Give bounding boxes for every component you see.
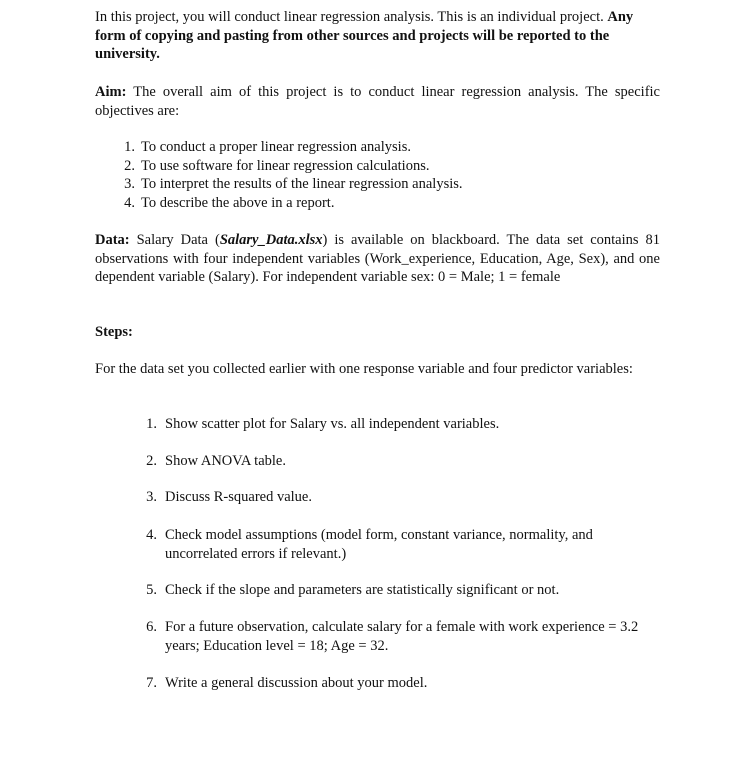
list-number: 4.	[124, 194, 135, 211]
aim-paragraph	[95, 83, 660, 120]
list-text: To interpret the results of the linear regression analysis.	[141, 176, 463, 192]
list-text: To describe the above in a report.	[141, 194, 335, 211]
list-number: 1.	[124, 139, 135, 155]
list-text: To conduct a proper linear regression analysis.	[141, 139, 411, 155]
step-text: Check model assumptions (model form, constant variance, normality, and uncorrelated errors if relevant.)	[165, 527, 593, 562]
step-item	[146, 415, 660, 434]
warning-text: Any form of copying and pasting from other sources and projects will be reported to the university.	[95, 9, 634, 62]
list-item	[124, 194, 661, 213]
step-item	[146, 488, 660, 507]
step-item	[146, 581, 660, 600]
objectives-list	[124, 138, 661, 212]
steps-heading	[95, 323, 660, 342]
step-text: Write a general discussion about your model.	[165, 675, 428, 691]
step-number: 2.	[146, 453, 157, 469]
aim-text: The overall aim of this project is to conduct linear regression analysis. The specific objectives are:	[95, 84, 660, 119]
list-item	[124, 138, 661, 157]
list-item	[124, 175, 661, 194]
step-item	[146, 526, 660, 563]
intro-paragraph	[95, 8, 660, 64]
data-paragraph	[95, 231, 660, 287]
step-number: 5.	[146, 582, 157, 598]
data-text-after: ) is available on blackboard. The data set contains 81 observations with four independent variables (Work_experience, Education, Age, Sex), and one dependent variable (Salary). For independent variable sex: 0 = Male; 1 = female	[95, 232, 661, 285]
step-number: 1.	[146, 416, 157, 432]
steps-intro: For the data set you collected earlier with one response variable and four predictor variables:	[95, 361, 633, 377]
step-item	[146, 674, 660, 693]
data-text-before: Salary Data (	[129, 232, 220, 248]
aim-label: Aim:	[95, 84, 127, 100]
step-text: Discuss R-squared value.	[165, 489, 312, 505]
intro-text: In this project, you will conduct linear regression analysis. This is an individual project.	[95, 9, 604, 25]
step-text: Check if the slope and parameters are statistically significant or not.	[165, 582, 560, 598]
list-number: 3.	[124, 176, 135, 192]
step-text: Show ANOVA table.	[165, 453, 286, 469]
step-number: 4.	[146, 527, 157, 543]
list-number: 2.	[124, 157, 135, 174]
step-number: 7.	[146, 675, 157, 691]
step-number: 3.	[146, 489, 157, 505]
data-filename: Salary_Data.xlsx	[219, 232, 323, 248]
step-item	[146, 452, 660, 471]
list-text: To use software for linear regression calculations.	[141, 157, 430, 174]
step-item	[146, 618, 660, 655]
list-item	[124, 157, 661, 176]
step-text: Show scatter plot for Salary vs. all independent variables.	[165, 416, 500, 432]
step-number: 6.	[146, 619, 157, 635]
data-label: Data:	[95, 232, 130, 248]
steps-heading-text: Steps:	[95, 324, 133, 340]
step-text: For a future observation, calculate salary for a female with work experience = 3.2 years; Education level = 18; Age = 32.	[165, 619, 639, 654]
